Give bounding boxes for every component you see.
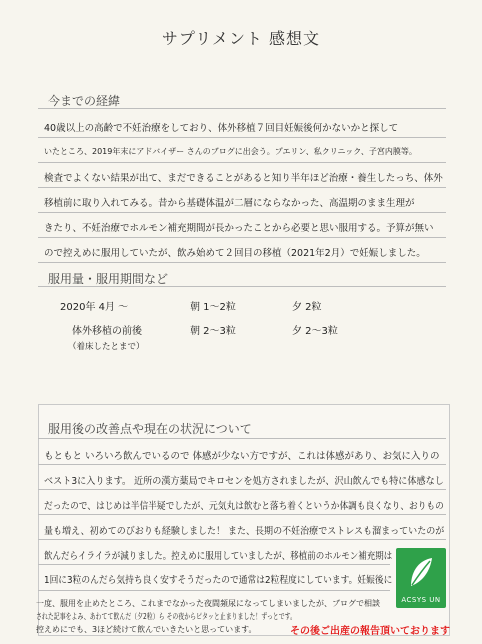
history-divider bbox=[38, 108, 446, 109]
logo-text: ACSYS UN bbox=[401, 596, 441, 604]
history-line-5: きたり、不妊治療でホルモン補充期間が長かったことから必要と思い服用する。予算が無い bbox=[44, 223, 434, 234]
acsys-logo bbox=[396, 548, 446, 608]
usage-note: （着床したとまで） bbox=[68, 342, 145, 352]
ruled-line bbox=[38, 187, 446, 188]
history-section-label: 今までの経緯 bbox=[48, 94, 121, 108]
improvement-line-1: もともと いろいろ飲んでいるので 体感が少ない方ですが、これは体感があり、お気に入りの bbox=[44, 451, 440, 462]
history-line-6: ので控えめに服用していたが、飲み始めて２回目の移植（2021年2月）で妊娠しました。 bbox=[44, 248, 426, 259]
ruled-line bbox=[38, 464, 446, 465]
usage-row-1-morning: 朝 1〜2粒 bbox=[190, 302, 236, 313]
birth-report-note: その後ご出産の報告頂いております bbox=[290, 626, 450, 637]
usage-divider bbox=[38, 286, 446, 287]
improvement-line-3: だったので、はじめは半信半疑でしたが、元気丸は飲むと落ち着くというか体調も良くなり、おりもの bbox=[44, 501, 444, 512]
ruled-line bbox=[38, 489, 446, 490]
usage-row-1-evening: 夕 2粒 bbox=[292, 302, 322, 313]
improvement-bottom-line-2: された記事をよみ、あわてて飲んだ（夕2粒）ら その夜からピタッと止まりました！ずっとです。 bbox=[36, 612, 296, 621]
ruled-line bbox=[38, 137, 446, 138]
usage-section-label: 服用量・服用期間など bbox=[48, 272, 169, 286]
leaf-icon bbox=[406, 556, 436, 590]
ruled-line bbox=[38, 514, 446, 515]
improvement-bottom-line-3: 控えめにでも、3ほど続けて飲んでいきたいと思っています。 bbox=[36, 625, 257, 634]
history-line-4: 移植前に取り入れてみる。昔から基礎体温が二層にならなかった、高温期のまま生理が bbox=[44, 198, 415, 209]
ruled-line bbox=[38, 564, 390, 565]
usage-row-2-evening: 夕 2〜3粒 bbox=[292, 326, 338, 337]
improvement-bottom-line-1: 一度、服用を止めたところ、これまでなかった夜間頻尿になってしまいましたが、ブログで相談 bbox=[36, 599, 380, 608]
ruled-line bbox=[38, 262, 446, 263]
usage-row-2-morning: 朝 2〜3粒 bbox=[190, 326, 236, 337]
ruled-line bbox=[38, 590, 390, 591]
improvement-line-6: 1回に3粒のんだら気持ち良く安すそうだったので通常は2粒程度にしています。妊娠後に bbox=[44, 575, 393, 586]
history-line-2: いたところ、2019年末にアドバイザー さんのブログに出会う。プエリン、私クリニック、子宮内膜等。 bbox=[44, 147, 417, 156]
improvement-section-label: 服用後の改善点や現在の状況について bbox=[48, 422, 252, 436]
history-line-1: 40歳以上の高齢で不妊治療をしており、体外移植７回目妊娠後何かないかと探して bbox=[44, 123, 399, 134]
page-title: サプリメント 感想文 bbox=[161, 29, 321, 48]
improvement-line-5: 飲んだらイライラが減りました。控えめに服用していましたが、移植前のホルモン補充期は bbox=[44, 551, 393, 562]
ruled-line bbox=[38, 212, 446, 213]
ruled-line bbox=[38, 162, 446, 163]
ruled-line bbox=[38, 539, 446, 540]
ruled-line bbox=[38, 237, 446, 238]
usage-row-2-period: 体外移植の前後 bbox=[72, 326, 142, 337]
improvement-divider bbox=[38, 438, 446, 439]
history-line-3: 検査でよくない結果が出て、まだできることがあると知り半年ほど治療・養生したっち、体外 bbox=[44, 173, 443, 184]
usage-row-1-period: 2020年 4月 〜 bbox=[60, 302, 129, 313]
improvement-line-4: 量も増え、初めてのびおりも経験しました！ また、長期の不妊治療でストレスも溜まっていたのが bbox=[44, 526, 445, 537]
improvement-line-2: ベスト3に入ります。 近所の漢方薬局でキロセンを処方されましたが、沢山飲んでも特に体感なし bbox=[44, 476, 444, 487]
